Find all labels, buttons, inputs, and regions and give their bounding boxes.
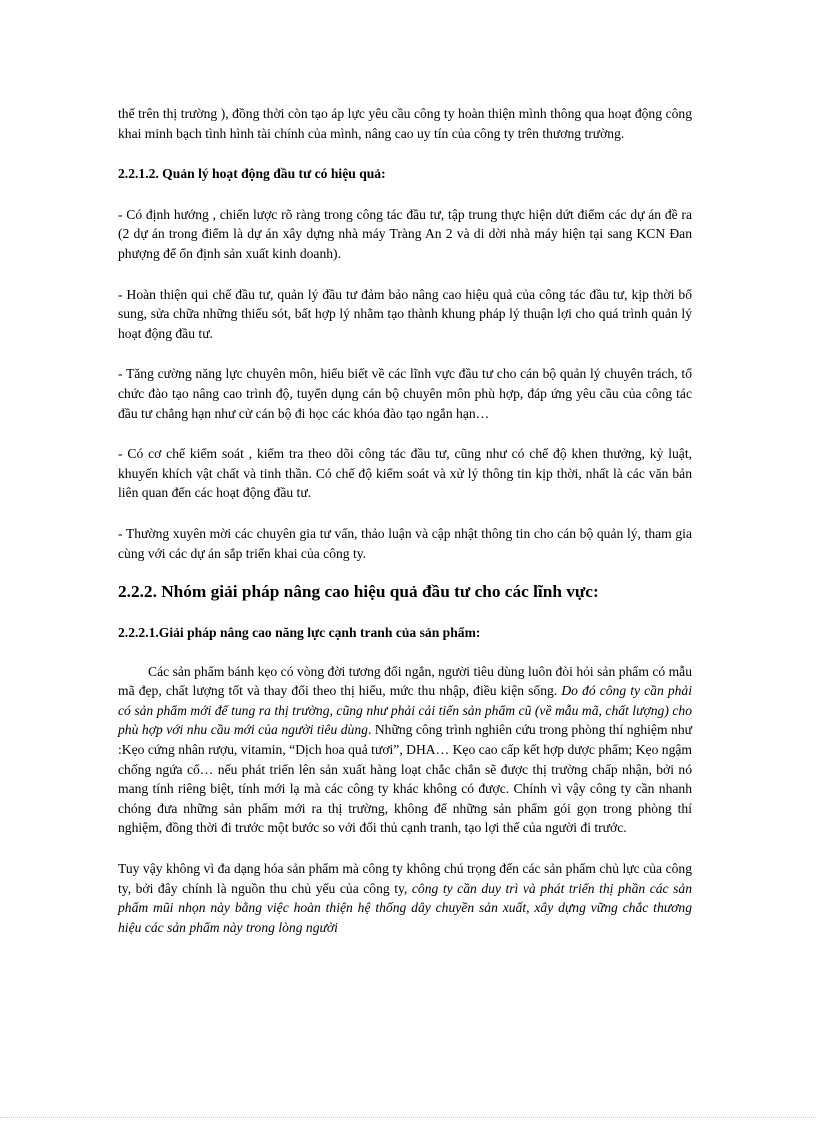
heading-2-2-1-2: 2.2.1.2. Quản lý hoạt động đầu tư có hiệu quả: bbox=[118, 166, 386, 182]
bullet-2: - Hoàn thiện qui chế đầu tư, quản lý đầu tư đảm bảo nâng cao hiệu quả của công tác đầu tư, kịp thời bổ sung, sửa chữa những thiếu sót, bất hợp lý nhằm tạo thành khung pháp lý thuận lợi cho quá trình quản lý hoạt động đầu tư. bbox=[118, 286, 692, 341]
paragraph-products-italic: Do đó công ty cần phải có sản phẩm mới để tung ra thị trường, cũng như phải cải tiến sản phẩm cũ (về mẫu mã, chất lượng) cho phù hợp với nhu cầu mới của người tiêu dùng bbox=[118, 683, 693, 738]
bullet-3: - Tăng cường năng lực chuyên môn, hiểu biết về các lĩnh vực đầu tư cho cán bộ quản lý chuyên trách, tổ chức đào tạo nâng cao trình độ, tuyển dụng cán bộ chuyên môn phù hợp, đáp ứng yêu cầu của công tác đầu tư chẳng hạn như cử cán bộ đi học các khóa đào tạo ngắn hạn… bbox=[118, 366, 692, 421]
heading-2-2-2: 2.2.2. Nhóm giải pháp nâng cao hiệu quả đầu tư cho các lĩnh vực: bbox=[118, 582, 599, 602]
page-content bbox=[118, 104, 692, 937]
paragraph-core-italic: công ty cần duy trì và phát triển thị phần các sản phẩm mũi nhọn này bằng việc hoàn thiện hệ thống dây chuyền sản xuất, xây dựng vững chắc thương hiệu các sản phẩm này trong lòng người bbox=[118, 880, 692, 935]
paragraph-core-products bbox=[118, 859, 692, 937]
paragraph-core-text: Tuy vậy không vì đa dạng hóa sản phẩm mà công ty không chú trọng đến các sản phẩm chủ lực của công ty, bởi đây chính là nguồn thu chủ yếu của công ty, bbox=[118, 861, 692, 896]
bullet-5: - Thường xuyên mời các chuyên gia tư vấn, thảo luận và cập nhật thông tin cho cán bộ quản lý, tham gia cùng với các dự án sắp triển khai của công ty. bbox=[118, 525, 692, 561]
page-bottom-border bbox=[0, 1117, 816, 1118]
intro-paragraph: thế trên thị trường ), đồng thời còn tạo áp lực yêu cầu công ty hoàn thiện mình thông qua hoạt động công khai minh bạch tình hình tài chính của mình, nâng cao uy tín của công ty trên thương trường. bbox=[118, 106, 692, 141]
bullet-1: - Có định hướng , chiến lược rõ ràng trong công tác đầu tư, tập trung thực hiện dứt điểm các dự án đề ra (2 dự án trong điểm là dự án xây dựng nhà máy Tràng An 2 và di dời nhà máy hiện tại sang KCN Đan phượng để ổn định sản xuất kinh doanh). bbox=[118, 206, 692, 261]
paragraph-products-text-a: Các sản phẩm bánh kẹo có vòng đời tương đối ngắn, người tiêu dùng luôn đòi hỏi sản phẩm có mẫu mã đẹp, chất lượng tốt và thay đổi theo thị hiếu, mức thu nhập, điều kiện sống. bbox=[118, 663, 692, 699]
paragraph-products bbox=[118, 662, 692, 838]
heading-2-2-2-1: 2.2.2.1.Giải pháp nâng cao năng lực cạnh tranh của sản phẩm: bbox=[118, 625, 481, 641]
paragraph-products-text-b: . Những công trình nghiên cứu trong phòng thí nghiệm như :Kẹo cứng nhân rượu, vitamin, “Dịch hoa quả tươi”, DHA… Kẹo cao cấp kết hợp dược phẩm; Kẹo ngậm chống ngứa cổ… nếu phát triển lên sản xuất hàng loạt chắc chắn sẽ được thị trường chấp nhận, bởi nó mang tính riêng biệt, tính mới lạ mà các công ty khác không có được. Chính vì vậy công ty cần nhanh chóng đưa những sản phẩm mới ra thị trường, không để những sản phẩm gói gọn trong phòng thí nghiệm, đồng thời đi trước một bước so với đối thủ cạnh tranh, tạo lợi thế của người đi trước. bbox=[118, 722, 692, 836]
bullet-4: - Có cơ chế kiểm soát , kiểm tra theo dõi công tác đầu tư, cũng như có chế độ khen thưởng, kỷ luật, khuyến khích vật chất và tinh thần. Có chế độ kiểm soát và xử lý thông tin kịp thời, nhất là các văn bản liên quan đến các hoạt động đầu tư. bbox=[118, 446, 692, 501]
